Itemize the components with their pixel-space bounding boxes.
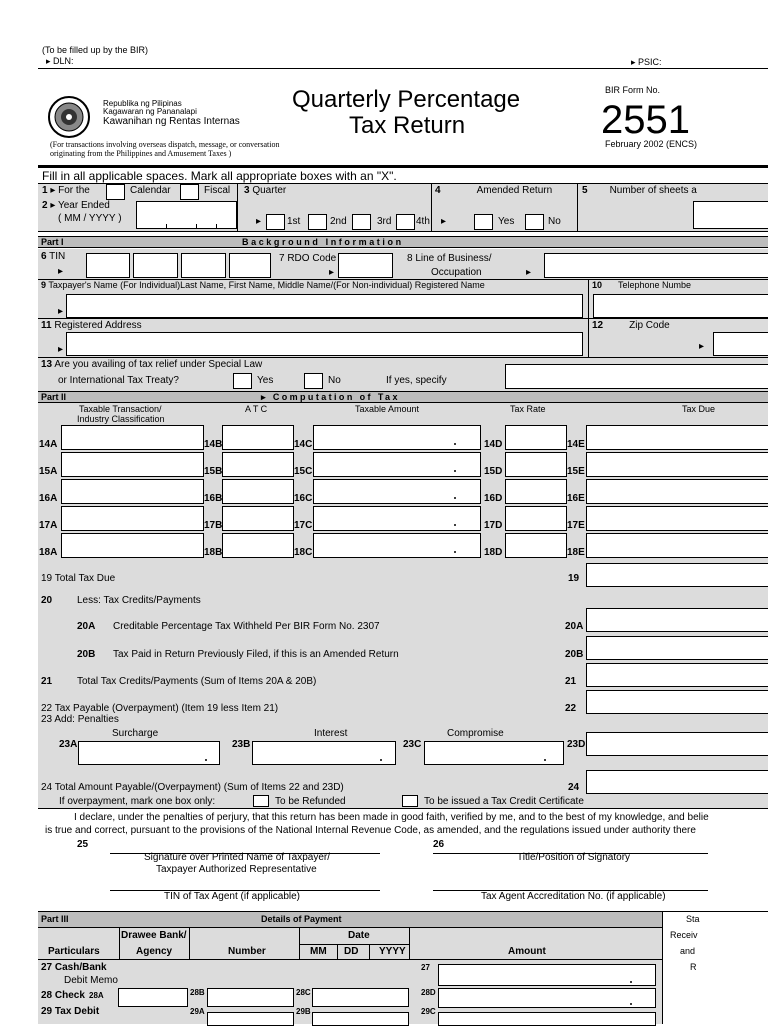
taxable-amount-input[interactable] (313, 452, 481, 477)
row-code-c: 16C (294, 493, 313, 504)
item-12-label: 12 Zip Code (592, 320, 670, 331)
col-divider (337, 944, 338, 960)
header-top-rule (38, 68, 768, 69)
dd-header: DD (344, 946, 359, 957)
part-2-header-bar (38, 391, 768, 403)
quarter-3-checkbox[interactable] (352, 214, 371, 230)
check-number-input[interactable] (207, 988, 294, 1007)
transaction-classification-input[interactable] (61, 533, 204, 558)
item-3-label: 3 Quarter (244, 185, 287, 196)
tax-rate-input[interactable] (505, 479, 567, 504)
tax-credit-certificate-label: To be issued a Tax Credit Certificate (424, 796, 584, 807)
item-20b-number: 20B (77, 649, 96, 660)
tax-paid-previously-input[interactable] (586, 636, 768, 660)
row-code-e: 17E (567, 520, 585, 531)
atc-input[interactable] (222, 479, 294, 504)
tin-agent-caption: TIN of Tax Agent (if applicable) (164, 891, 300, 902)
col-divider (299, 944, 409, 945)
creditable-tax-withheld-input[interactable] (586, 608, 768, 632)
interest-input[interactable] (252, 741, 396, 765)
part-3-header-bar (38, 912, 662, 928)
item-13-label-2: or International Tax Treaty? (58, 375, 179, 386)
row-code-d: 18D (484, 547, 503, 558)
row-code-d: 17D (484, 520, 503, 531)
quarter-4-checkbox[interactable] (396, 214, 415, 230)
item-2-format: ( MM / YYYY ) (58, 213, 122, 224)
part-2-label: Part II (41, 392, 67, 402)
item-7-label: 7 RDO Code (279, 253, 337, 264)
amended-no-label: No (548, 216, 561, 227)
rule (38, 318, 768, 319)
item-29c-code: 29C (421, 1007, 436, 1016)
rule (38, 357, 768, 358)
form-date: February 2002 (ENCS) (605, 139, 698, 149)
quarter-2-label: 2nd (330, 216, 347, 227)
row-code-b: 14B (204, 439, 223, 450)
yyyy-header: YYYY (379, 946, 406, 957)
item-10-label: 10 Telephone Numbe (592, 280, 692, 290)
arrow-icon: ▸ (631, 57, 639, 67)
item-6-label: 6 TIN (41, 251, 66, 262)
atc-input[interactable] (222, 506, 294, 531)
item-29b-code: 29B (296, 1007, 311, 1016)
row-code-c: 15C (294, 466, 313, 477)
if-yes-specify-label: If yes, specify (386, 375, 447, 386)
atc-input[interactable] (222, 425, 294, 450)
arrow-icon: ▸ (329, 267, 335, 278)
taxable-amount-input[interactable] (313, 506, 481, 531)
total-amount-payable-input[interactable] (586, 770, 768, 794)
tax-relief-no-label: No (328, 375, 341, 386)
transaction-classification-input[interactable] (61, 506, 204, 531)
check-amount-input[interactable] (438, 988, 656, 1008)
tin-segment-1[interactable] (86, 253, 130, 278)
form-subtitle-2: originating from the Philippines and Amusement Taxes ) (50, 149, 232, 158)
number-header: Number (228, 946, 266, 957)
drawee-bank-header-2: Agency (136, 946, 173, 957)
row-code-c: 17C (294, 520, 313, 531)
accreditation-caption: Tax Agent Accreditation No. (if applicable) (481, 891, 666, 902)
item-13-label-1: 13 Are you availing of tax relief under Special Law (41, 359, 263, 370)
item-28d-code: 28D (421, 988, 436, 997)
dln-label: ▸ DLN: (46, 56, 74, 66)
item-5-label: 5 Number of sheets a (582, 185, 697, 196)
row-code-d: 15D (484, 466, 503, 477)
rdo-code-input[interactable] (338, 253, 393, 278)
item-19-label: 19 Total Tax Due (41, 573, 116, 584)
item-20b-label: Tax Paid in Return Previously Filed, if this is an Amended Return (113, 649, 399, 660)
item-1-label: 1 ▸ For the (42, 185, 90, 196)
row-code-b: 16B (204, 493, 223, 504)
item-8-label-1: 8 Line of Business/ (407, 253, 492, 264)
transaction-classification-input[interactable] (61, 452, 204, 477)
drawee-bank-header-1: Drawee Bank/ (121, 930, 187, 941)
header-bottom-rule (38, 165, 768, 168)
tin-segment-4[interactable] (229, 253, 271, 278)
form-title-line-1: Quarterly Percentage (292, 86, 521, 113)
overpayment-instruction: If overpayment, mark one box only: (59, 796, 216, 807)
tax-rate-input[interactable] (505, 425, 567, 450)
bir-seal-logo (47, 95, 91, 139)
declaration-line-2: is true and correct, pursuant to the provisions of the National Internal Revenue Code, as amended, and the regulations issued under authority there (45, 825, 696, 836)
tick (166, 224, 167, 228)
col-tax-due-header: Tax Due (682, 404, 716, 414)
form-no-label: BIR Form No. (605, 85, 661, 95)
particulars-header: Particulars (48, 946, 100, 957)
date-header: Date (348, 930, 370, 941)
item-28c-code: 28C (296, 988, 311, 997)
arrow-icon: ▸ (58, 344, 64, 355)
decimal-point (630, 1003, 632, 1005)
row-code-e: 14E (567, 439, 585, 450)
tax-credit-certificate-checkbox[interactable] (402, 795, 418, 807)
quarter-1-checkbox[interactable] (266, 214, 285, 230)
registered-address-input[interactable] (66, 332, 583, 356)
item-20-label: Less: Tax Credits/Payments (77, 595, 201, 606)
form-title-line-2: Tax Return (349, 112, 466, 139)
tax-due-input[interactable] (586, 533, 768, 558)
telephone-input[interactable] (593, 294, 768, 318)
item-20-number: 20 (41, 595, 53, 606)
divider (577, 184, 578, 232)
calendar-checkbox[interactable] (106, 184, 125, 200)
row-code-d: 16D (484, 493, 503, 504)
item-23b-code: 23B (232, 739, 251, 750)
row-code-e: 18E (567, 547, 585, 558)
col-divider (189, 928, 190, 960)
tax-due-input[interactable] (586, 506, 768, 531)
decimal-point (454, 551, 456, 553)
item-20a-code: 20A (565, 621, 584, 632)
agency-line-1: Republika ng Pilipinas (103, 99, 182, 108)
divider (237, 184, 238, 232)
tin-segment-2[interactable] (133, 253, 178, 278)
quarter-1-label: 1st (287, 216, 301, 227)
fiscal-checkbox[interactable] (180, 184, 199, 200)
row-code-c: 14C (294, 439, 313, 450)
tax-relief-yes-label: Yes (257, 375, 274, 386)
decimal-point (454, 443, 456, 445)
tax-debit-label: 29 Tax Debit (41, 1006, 100, 1017)
check-date-input[interactable] (312, 988, 409, 1007)
sheets-attached-input[interactable] (693, 201, 768, 229)
tax-relief-yes-checkbox[interactable] (233, 373, 252, 389)
tax-rate-input[interactable] (505, 506, 567, 531)
arrow-icon: ▸ (46, 56, 54, 66)
cash-amount-input[interactable] (438, 964, 656, 986)
total-tax-credits-input[interactable] (586, 663, 768, 687)
declaration-line-1: I declare, under the penalties of perjury, that this return has been made in good faith, verified by me, and to the best of my knowledge, and belie (74, 812, 709, 823)
check-label: 28 Check (41, 990, 85, 1001)
item-24-label: 24 Total Amount Payable/(Overpayment) (Sum of Items 22 and 23D) (41, 782, 344, 793)
item-24-code: 24 (568, 782, 580, 793)
item-21-label: Total Tax Credits/Payments (Sum of Items 20A & 20B) (77, 676, 317, 687)
col-taxable-amount-header: Taxable Amount (355, 404, 420, 414)
item-22-code: 22 (565, 703, 577, 714)
taxpayer-name-input[interactable] (66, 294, 583, 318)
col-divider (369, 944, 370, 960)
stamp-label-2: Receiv (670, 930, 698, 940)
compromise-label: Compromise (447, 728, 504, 739)
arrow-icon: ▸ (441, 216, 447, 227)
divider (588, 280, 589, 357)
row-code-a: 14A (39, 439, 58, 450)
item-2-label: 2 ▸ Year Ended (42, 200, 110, 211)
rule (38, 808, 768, 809)
col-transaction-header-2: Industry Classification (77, 414, 165, 424)
item-19-number: 19 (568, 573, 580, 584)
tax-rate-input[interactable] (505, 533, 567, 558)
bir-note: (To be filled up by the BIR) (42, 45, 149, 55)
quarter-4-label: 4th (416, 216, 430, 227)
arrow-icon: ▸ (58, 306, 64, 317)
divider (431, 184, 432, 232)
item-22-label: 22 Tax Payable (Overpayment) (Item 19 less Item 21) (41, 703, 279, 714)
tax-relief-no-checkbox[interactable] (304, 373, 323, 389)
item-29a-code: 29A (190, 1007, 205, 1016)
divider (662, 911, 663, 1024)
decimal-point (454, 524, 456, 526)
atc-input[interactable] (222, 533, 294, 558)
arrow-icon: ▸ (58, 266, 64, 277)
row-code-b: 15B (204, 466, 223, 477)
item-20b-code: 20B (565, 649, 584, 660)
quarter-3-label: 3rd (377, 216, 392, 227)
item-28a-code: 28A (89, 991, 104, 1000)
transaction-classification-input[interactable] (61, 425, 204, 450)
total-penalties-input[interactable] (586, 732, 768, 756)
item-21-code: 21 (565, 676, 577, 687)
part-1-title: Background Information (242, 237, 404, 247)
psic-label: ▸ PSIC: (631, 57, 662, 67)
mm-header: MM (310, 946, 327, 957)
fiscal-label: Fiscal (204, 185, 231, 196)
item-23c-code: 23C (403, 739, 422, 750)
decimal-point (205, 759, 207, 761)
item-27-code: 27 (421, 963, 430, 972)
check-bank-input[interactable] (118, 988, 188, 1007)
taxable-amount-input[interactable] (313, 533, 481, 558)
stamp-label-4: R (690, 962, 697, 972)
item-25-number: 25 (77, 839, 89, 850)
col-divider (409, 928, 410, 960)
item-11-label: 11 Registered Address (41, 320, 142, 331)
title-position-caption: Title/Position of Signatory (517, 852, 631, 863)
part-2-title: ▸ Computation of Tax (261, 392, 400, 402)
col-transaction-header-1: Taxable Transaction/ (79, 404, 162, 414)
compromise-input[interactable] (424, 741, 564, 765)
signature-caption-1: Signature over Printed Name of Taxpayer/ (144, 852, 331, 863)
tick (196, 224, 197, 228)
tax-due-input[interactable] (586, 425, 768, 450)
line-of-business-input[interactable] (544, 253, 768, 278)
total-tax-due-input[interactable] (586, 563, 768, 587)
taxable-amount-input[interactable] (313, 425, 481, 450)
signature-caption-2: Taxpayer Authorized Representative (156, 864, 317, 875)
item-23-label: 23 Add: Penalties (41, 714, 119, 725)
stamp-label-1: Sta (686, 914, 700, 924)
decimal-point (454, 470, 456, 472)
stamp-label-3: and (680, 946, 696, 956)
refund-checkbox[interactable] (253, 795, 269, 807)
amended-yes-label: Yes (498, 216, 515, 227)
row-code-d: 14D (484, 439, 503, 450)
decimal-point (544, 759, 546, 761)
tin-segment-3[interactable] (181, 253, 226, 278)
tick (216, 224, 217, 228)
col-tax-rate-header: Tax Rate (510, 404, 546, 414)
tax-rate-input[interactable] (505, 452, 567, 477)
arrow-icon: ▸ (526, 267, 532, 278)
row-code-a: 15A (39, 466, 58, 477)
item-8-label-2: Occupation (431, 267, 482, 278)
row-code-e: 16E (567, 493, 585, 504)
agency-line-3: Kawanihan ng Rentas Internas (103, 116, 240, 127)
interest-label: Interest (314, 728, 348, 739)
item-20a-label: Creditable Percentage Tax Withheld Per BIR Form No. 2307 (113, 621, 380, 632)
item-23d-code: 23D (567, 739, 586, 750)
part-3-label: Part III (41, 914, 69, 924)
item-26-number: 26 (433, 839, 445, 850)
row-code-c: 18C (294, 547, 313, 558)
amount-header: Amount (508, 946, 546, 957)
tax-payable-input[interactable] (586, 690, 768, 714)
item-21-number: 21 (41, 676, 53, 687)
amended-no-checkbox[interactable] (525, 214, 544, 230)
col-divider (119, 928, 120, 960)
decimal-point (630, 981, 632, 983)
arrow-icon: ▸ (699, 341, 705, 352)
taxable-amount-input[interactable] (313, 479, 481, 504)
decimal-point (454, 497, 456, 499)
surcharge-input[interactable] (78, 741, 220, 765)
row-code-a: 17A (39, 520, 58, 531)
row-code-e: 15E (567, 466, 585, 477)
part-1-label: Part I (41, 237, 64, 247)
calendar-label: Calendar (130, 185, 171, 196)
form-number: 2551 (601, 98, 690, 142)
tax-due-input[interactable] (586, 452, 768, 477)
debit-memo-label: Debit Memo (64, 975, 118, 986)
tax-due-input[interactable] (586, 479, 768, 504)
form-subtitle-1: (For transactions involving overseas dispatch, message, or conversation (50, 140, 280, 149)
col-atc-header: A T C (245, 404, 268, 414)
row-code-b: 18B (204, 547, 223, 558)
cash-bank-label: 27 Cash/Bank (41, 962, 107, 973)
instruction-text: Fill in all applicable spaces. Mark all appropriate boxes with an "X". (42, 169, 397, 183)
item-20a-number: 20A (77, 621, 96, 632)
row-code-b: 17B (204, 520, 223, 531)
decimal-point (380, 759, 382, 761)
agency-line-2: Kagawaran ng Pananalapi (103, 107, 197, 116)
item-4-label: 4 Amended Return (435, 185, 553, 196)
item-9-label: 9 Taxpayer's Name (For Individual)Last Name, First Name, Middle Name/(For Non-individual) Registered Name (41, 280, 485, 290)
refund-label: To be Refunded (275, 796, 346, 807)
surcharge-label: Surcharge (112, 728, 159, 739)
quarter-2-checkbox[interactable] (308, 214, 327, 230)
year-ended-input[interactable] (136, 201, 237, 229)
item-28b-code: 28B (190, 988, 205, 997)
transaction-classification-input[interactable] (61, 479, 204, 504)
row-code-a: 16A (39, 493, 58, 504)
zip-code-input[interactable] (713, 332, 768, 356)
part-3-title: Details of Payment (261, 914, 342, 924)
amended-yes-checkbox[interactable] (474, 214, 493, 230)
row-code-a: 18A (39, 547, 58, 558)
atc-input[interactable] (222, 452, 294, 477)
tax-relief-specify-input[interactable] (505, 364, 768, 389)
item-23a-code: 23A (59, 739, 78, 750)
arrow-icon: ▸ (256, 216, 262, 227)
